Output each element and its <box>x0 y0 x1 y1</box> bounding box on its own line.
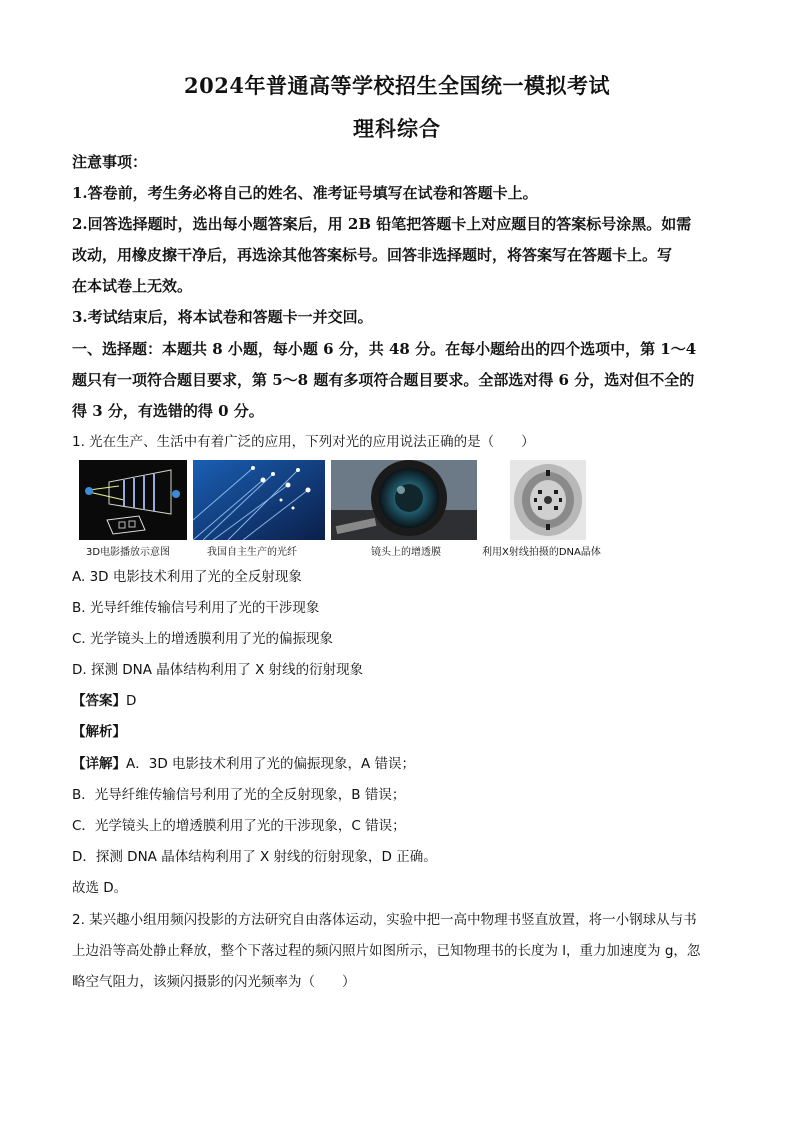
section-instructions-line-3: 得 3 分，有选错的得 0 分。 <box>72 402 264 420</box>
notice-item-2-line-2: 改动，用橡皮擦干净后，再选涂其他答案标号。回答非选择题时，将答案写在答题卡上。写 <box>72 246 673 264</box>
exam-subtitle: 理科综合 <box>353 116 441 141</box>
option-a: A. 3D 电影技术利用了光的全反射现象 <box>72 569 302 585</box>
notice-item-2-line-3: 在本试卷上无效。 <box>72 277 193 295</box>
caption-3d-cinema: 3D电影播放示意图 <box>86 547 171 558</box>
detail-a: A．3D 电影技术利用了光的偏振现象，A 错误； <box>126 756 416 772</box>
section-instructions-line-1: 一、选择题：本题共 8 小题，每小题 6 分，共 48 分。在每小题给出的四个选项中，第 1～4 <box>72 340 697 358</box>
figure-3d-cinema <box>79 460 187 540</box>
analysis-line <box>72 722 732 742</box>
question-2-line-1: 2. 某兴趣小组用频闪投影的方法研究自由落体运动，实验中把一高中物理书竖直放置，将一小钢球从与书 <box>72 912 697 928</box>
conclusion: 故选 D。 <box>72 880 128 896</box>
question-2-line-3: 略空气阻力，该频闪摄影的闪光频率为（ ） <box>72 974 356 990</box>
figure-camera-lens <box>331 460 477 540</box>
caption-dna-xray: 利用X射线拍摄的DNA晶体 <box>482 547 601 558</box>
notice-item-2-line-1: 2.回答选择题时，选出每小题答案后，用 2B 铅笔把答题卡上对应题目的答案标号涂黑。如需 <box>72 215 692 233</box>
figure-dna-xray <box>510 460 586 540</box>
exam-title: 2024年普通高等学校招生全国统一模拟考试 <box>184 73 610 98</box>
answer-label: 【答案】 <box>72 693 126 709</box>
notice-item-3: 3.考试结束后，将本试卷和答题卡一并交回。 <box>72 308 373 326</box>
caption-camera-lens: 镜头上的增透膜 <box>371 547 441 558</box>
notice-heading: 注意事项： <box>72 153 148 171</box>
option-c: C. 光学镜头上的增透膜利用了光的偏振现象 <box>72 631 334 647</box>
option-b: B. 光导纤维传输信号利用了光的干涉现象 <box>72 600 320 616</box>
detail-label: 【详解】 <box>72 756 126 772</box>
answer-line <box>72 691 732 711</box>
analysis-label: 【解析】 <box>72 724 126 740</box>
detail-d: D．探测 DNA 晶体结构利用了 X 射线的衍射现象，D 正确。 <box>72 849 437 865</box>
question-2-line-2: 上边沿等高处静止释放，整个下落过程的频闪照片如图所示，已知物理书的长度为 l，重力加速度为 g，忽 <box>72 943 701 959</box>
detail-c: C．光学镜头上的增透膜利用了光的干涉现象，C 错误； <box>72 818 406 834</box>
question-1-stem: 1. 光在生产、生活中有着广泛的应用，下列对光的应用说法正确的是（ ） <box>72 434 535 450</box>
figure-optical-fiber <box>193 460 325 540</box>
detail-a-line <box>72 754 732 774</box>
option-d: D. 探测 DNA 晶体结构利用了 X 射线的衍射现象 <box>72 662 364 678</box>
detail-b: B．光导纤维传输信号利用了光的全反射现象，B 错误； <box>72 787 406 803</box>
answer-value: D <box>126 693 137 709</box>
notice-item-1: 1.答卷前，考生务必将自己的姓名、准考证号填写在试卷和答题卡上。 <box>72 184 538 202</box>
section-instructions-line-2: 题只有一项符合题目要求，第 5～8 题有多项符合题目要求。全部选对得 6 分，选对但不全的 <box>72 371 695 389</box>
caption-optical-fiber: 我国自主生产的光纤 <box>207 547 297 558</box>
